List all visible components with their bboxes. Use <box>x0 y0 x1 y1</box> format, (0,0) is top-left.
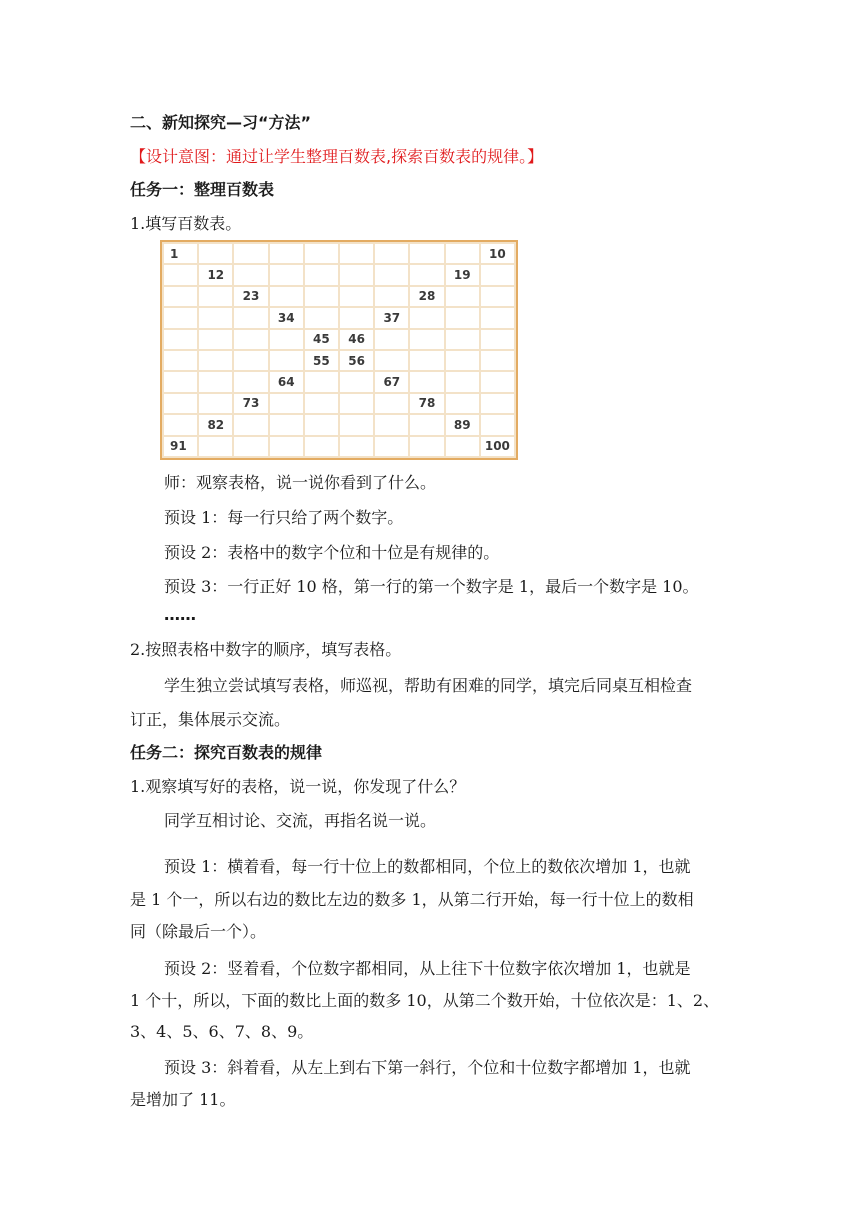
task1-step1: 1.填写百数表。 <box>130 214 242 233</box>
grid-cell-empty <box>375 415 408 434</box>
task2-step1: 1.观察填写好的表格，说一说，你发现了什么？ <box>130 777 466 796</box>
task2-discuss: 同学互相讨论、交流，再指名说一说。 <box>164 811 437 830</box>
grid-cell-filled: 46 <box>340 330 373 349</box>
grid-cell-empty <box>199 244 232 263</box>
grid-cell-empty <box>305 308 338 327</box>
grid-cell-empty <box>340 265 373 284</box>
grid-cell-empty <box>305 372 338 391</box>
grid-cell-empty <box>446 351 479 370</box>
grid-cell-empty <box>270 394 303 413</box>
grid-cell-empty <box>340 372 373 391</box>
grid-cell-empty <box>340 394 373 413</box>
grid-cell-empty <box>164 372 197 391</box>
grid-cell-empty <box>375 394 408 413</box>
grid-cell-empty <box>340 415 373 434</box>
grid-cell-empty <box>164 394 197 413</box>
section-title: 二、新知探究—习“方法” <box>130 113 312 132</box>
grid-cell-empty <box>234 308 267 327</box>
grid-cell-empty <box>410 308 443 327</box>
task2-preset2-line2: 1 个十，所以，下面的数比上面的数多 10，从第二个数开始，十位依次是：1、2、 <box>130 991 720 1010</box>
grid-cell-filled: 91 <box>164 437 197 456</box>
task2-preset1-line3: 同（除最后一个）。 <box>130 922 267 941</box>
grid-cell-empty <box>410 330 443 349</box>
task2-preset1-line2: 是 1 个一，所以右边的数比左边的数多 1，从第二行开始，每一行十位上的数相 <box>130 890 694 909</box>
grid-cell-empty <box>305 265 338 284</box>
task1-title: 任务一：整理百数表 <box>130 180 275 199</box>
grid-cell-filled: 10 <box>481 244 514 263</box>
grid-cell-empty <box>164 287 197 306</box>
grid-cell-empty <box>199 394 232 413</box>
grid-cell-empty <box>305 415 338 434</box>
grid-cell-empty <box>234 437 267 456</box>
grid-cell-empty <box>234 351 267 370</box>
grid-cell-empty <box>481 415 514 434</box>
grid-cell-empty <box>270 437 303 456</box>
grid-cell-empty <box>340 437 373 456</box>
grid-cell-empty <box>481 372 514 391</box>
grid-cell-empty <box>340 244 373 263</box>
grid-cell-empty <box>446 437 479 456</box>
grid-cell-empty <box>234 372 267 391</box>
task2-preset1-line1: 预设 1：横着看，每一行十位上的数都相同，个位上的数依次增加 1，也就 <box>164 857 691 876</box>
grid-cell-empty <box>199 372 232 391</box>
grid-cell-filled: 82 <box>199 415 232 434</box>
grid-cell-empty <box>446 394 479 413</box>
grid-cell-empty <box>481 351 514 370</box>
grid-cell-empty <box>375 330 408 349</box>
grid-cell-empty <box>305 244 338 263</box>
grid-cell-empty <box>410 437 443 456</box>
grid-cell-empty <box>270 415 303 434</box>
design-intent: 【设计意图：通过让学生整理百数表,探索百数表的规律。】 <box>130 147 544 166</box>
preset-3: 预设 3：一行正好 10 格，第一行的第一个数字是 1，最后一个数字是 10。 <box>164 577 699 596</box>
grid-cell-empty <box>481 287 514 306</box>
grid-cell-empty <box>164 330 197 349</box>
preset-2: 预设 2：表格中的数字个位和十位是有规律的。 <box>164 543 500 562</box>
grid-cell-empty <box>375 437 408 456</box>
task2-preset2-line1: 预设 2：竖着看，个位数字都相同，从上往下十位数字依次增加 1，也就是 <box>164 959 691 978</box>
grid-cell-filled: 23 <box>234 287 267 306</box>
grid-cell-empty <box>481 308 514 327</box>
grid-cell-empty <box>199 308 232 327</box>
grid-cell-filled: 12 <box>199 265 232 284</box>
grid-cell-empty <box>270 330 303 349</box>
task2-preset3-line2: 是增加了 11。 <box>130 1090 236 1109</box>
grid-cell-empty <box>375 287 408 306</box>
grid-cell-empty <box>234 244 267 263</box>
grid-cell-empty <box>481 265 514 284</box>
grid-cell-filled: 73 <box>234 394 267 413</box>
grid-cell-empty <box>446 287 479 306</box>
grid-cell-empty <box>481 330 514 349</box>
grid-cell-empty <box>305 394 338 413</box>
hundred-chart <box>160 240 518 460</box>
grid-cell-filled: 64 <box>270 372 303 391</box>
grid-cell-empty <box>446 244 479 263</box>
hundred-chart-grid <box>162 242 516 458</box>
grid-cell-empty <box>270 244 303 263</box>
ellipsis: …… <box>164 605 196 624</box>
grid-cell-filled: 1 <box>164 244 197 263</box>
grid-cell-empty <box>164 265 197 284</box>
grid-cell-empty <box>410 372 443 391</box>
grid-cell-empty <box>199 330 232 349</box>
grid-cell-empty <box>270 287 303 306</box>
grid-cell-filled: 28 <box>410 287 443 306</box>
grid-cell-empty <box>446 372 479 391</box>
task1-step2-desc-line2: 订正，集体展示交流。 <box>130 710 291 729</box>
grid-cell-empty <box>375 244 408 263</box>
grid-cell-empty <box>270 265 303 284</box>
grid-cell-filled: 78 <box>410 394 443 413</box>
grid-cell-empty <box>270 351 303 370</box>
task2-preset3-line1: 预设 3：斜着看，从左上到右下第一斜行，个位和十位数字都增加 1，也就 <box>164 1058 691 1077</box>
grid-cell-filled: 19 <box>446 265 479 284</box>
grid-cell-empty <box>234 415 267 434</box>
task2-preset2-line3: 3、4、5、6、7、8、9。 <box>130 1022 314 1041</box>
grid-cell-filled: 55 <box>305 351 338 370</box>
grid-cell-empty <box>375 351 408 370</box>
grid-cell-filled: 37 <box>375 308 408 327</box>
task1-step2: 2.按照表格中数字的顺序，填写表格。 <box>130 640 402 659</box>
grid-cell-empty <box>305 287 338 306</box>
grid-cell-empty <box>340 308 373 327</box>
grid-cell-empty <box>375 265 408 284</box>
grid-cell-empty <box>410 244 443 263</box>
grid-cell-empty <box>164 351 197 370</box>
grid-cell-empty <box>199 287 232 306</box>
grid-cell-filled: 67 <box>375 372 408 391</box>
grid-cell-filled: 34 <box>270 308 303 327</box>
grid-cell-empty <box>446 330 479 349</box>
grid-cell-empty <box>234 330 267 349</box>
task1-step2-desc-line1: 学生独立尝试填写表格，师巡视，帮助有困难的同学，填完后同桌互相检查 <box>164 676 693 695</box>
grid-cell-empty <box>199 351 232 370</box>
grid-cell-empty <box>164 415 197 434</box>
teacher-prompt: 师：观察表格，说一说你看到了什么。 <box>164 473 437 492</box>
preset-1: 预设 1：每一行只给了两个数字。 <box>164 508 404 527</box>
grid-cell-filled: 89 <box>446 415 479 434</box>
grid-cell-filled: 45 <box>305 330 338 349</box>
grid-cell-empty <box>199 437 232 456</box>
grid-cell-empty <box>410 415 443 434</box>
grid-cell-empty <box>446 308 479 327</box>
grid-cell-empty <box>340 287 373 306</box>
task2-title: 任务二：探究百数表的规律 <box>130 743 323 762</box>
grid-cell-empty <box>164 308 197 327</box>
grid-cell-filled: 56 <box>340 351 373 370</box>
grid-cell-empty <box>410 351 443 370</box>
grid-cell-empty <box>234 265 267 284</box>
grid-cell-empty <box>410 265 443 284</box>
grid-cell-empty <box>481 394 514 413</box>
grid-cell-filled: 100 <box>481 437 514 456</box>
grid-cell-empty <box>305 437 338 456</box>
